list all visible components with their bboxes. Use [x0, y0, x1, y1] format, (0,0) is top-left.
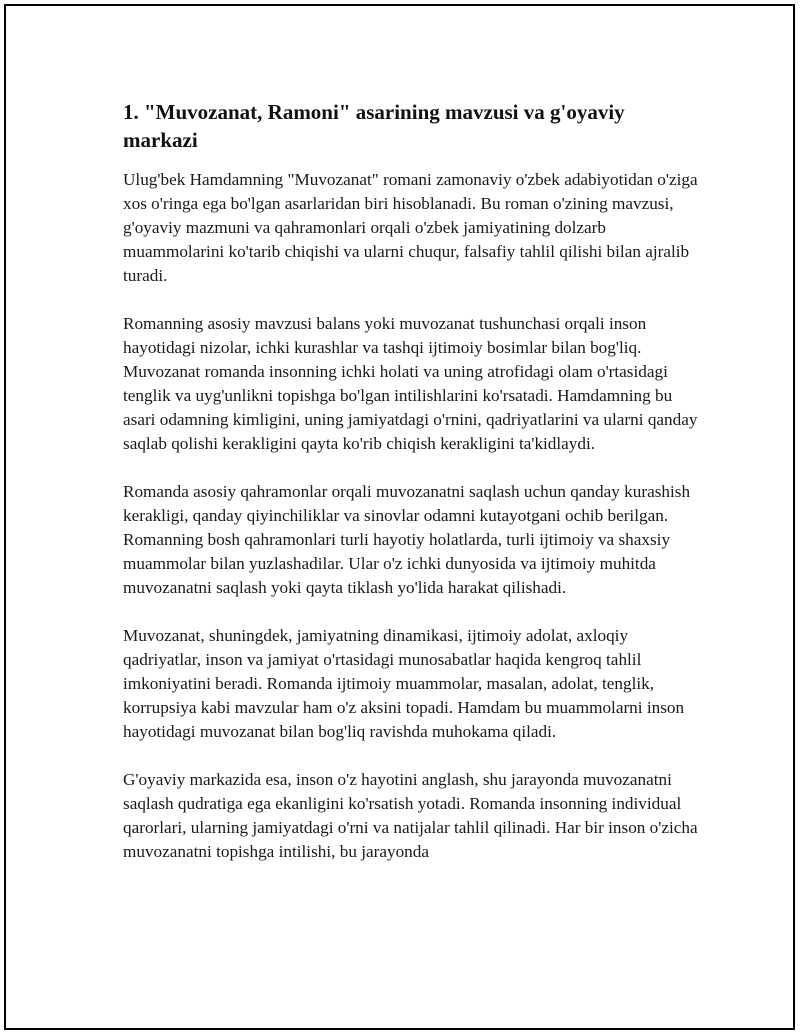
paragraph-5: G'oyaviy markazida esa, inson o'z hayotini anglash, shu jarayonda muvozanatni saqlash qudratiga ega ekanligini ko'rsatish yotadi. Romanda insonning individual qarorlari, ularning jamiyatdagi o'rni va natijalar tahlil qilinadi. Har bir inson o'zicha muvozanatni topishga intilishi, bu jarayonda	[123, 770, 698, 861]
paragraph-2: Romanning asosiy mavzusi balans yoki muvozanat tushunchasi orqali inson hayotidagi nizolar, ichki kurashlar va tashqi ijtimoiy bosimlar bilan bog'liq. Muvozanat romanda insonning ichki holati va uning atrofidagi olam o'rtasidagi tenglik va uyg'unlikni topishga bo'lgan intilishlarini ko'rsatadi. Hamdamning bu asari odamning kimligini, uning jamiyatdagi o'rnini, qadriyatlarini va ularni qanday saqlab qolishi kerakligini qayta ko'rib chiqish kerakligini ta'kidlaydi.	[123, 314, 698, 453]
paragraph-3: Romanda asosiy qahramonlar orqali muvozanatni saqlash uchun qanday kurashish kerakligi, qanday qiyinchiliklar va sinovlar odamni kutayotgani ochib berilgan. Romanning bosh qahramonlari turli hayotiy holatlarda, turli ijtimoiy va shaxsiy muammolar bilan yuzlashadilar. Ular o'z ichki dunyosida va ijtimoiy muhitda muvozanatni saqlash yoki qayta tiklash yo'lida harakat qilishadi.	[123, 482, 691, 597]
paragraph-4: Muvozanat, shuningdek, jamiyatning dinamikasi, ijtimoiy adolat, axloqiy qadriyatlar, inson va jamiyat o'rtasidagi munosabatlar haqida kengroq tahlil imkoniyatini beradi. Romanda ijtimoiy muammolar, masalan, adolat, tenglik, korrupsiya kabi mavzular ham o'z aksini topadi. Hamdam bu muammolarni inson hayotidagi muvozanat bilan bog'liq ravishda muhokama qiladi.	[123, 626, 685, 741]
paragraph-1: Ulug'bek Hamdamning "Muvozanat" romani zamonaviy o'zbek adabiyotidan o'ziga xos o'ringa ega bo'lgan asarlaridan biri hisoblanadi. Bu roman o'zining mavzusi, g'oyaviy mazmuni va qahramonlari orqali o'zbek jamiyatining dolzarb muammolarini ko'tarib chiqishi va ularni chuqur, falsafiy tahlil qilishi bilan ajralib turadi.	[123, 170, 698, 285]
page-frame	[4, 4, 795, 1030]
document-body	[119, 98, 704, 888]
document-title: 1. "Muvozanat, Ramoni" asarining mavzusi va g'oyaviy markazi	[123, 100, 625, 152]
